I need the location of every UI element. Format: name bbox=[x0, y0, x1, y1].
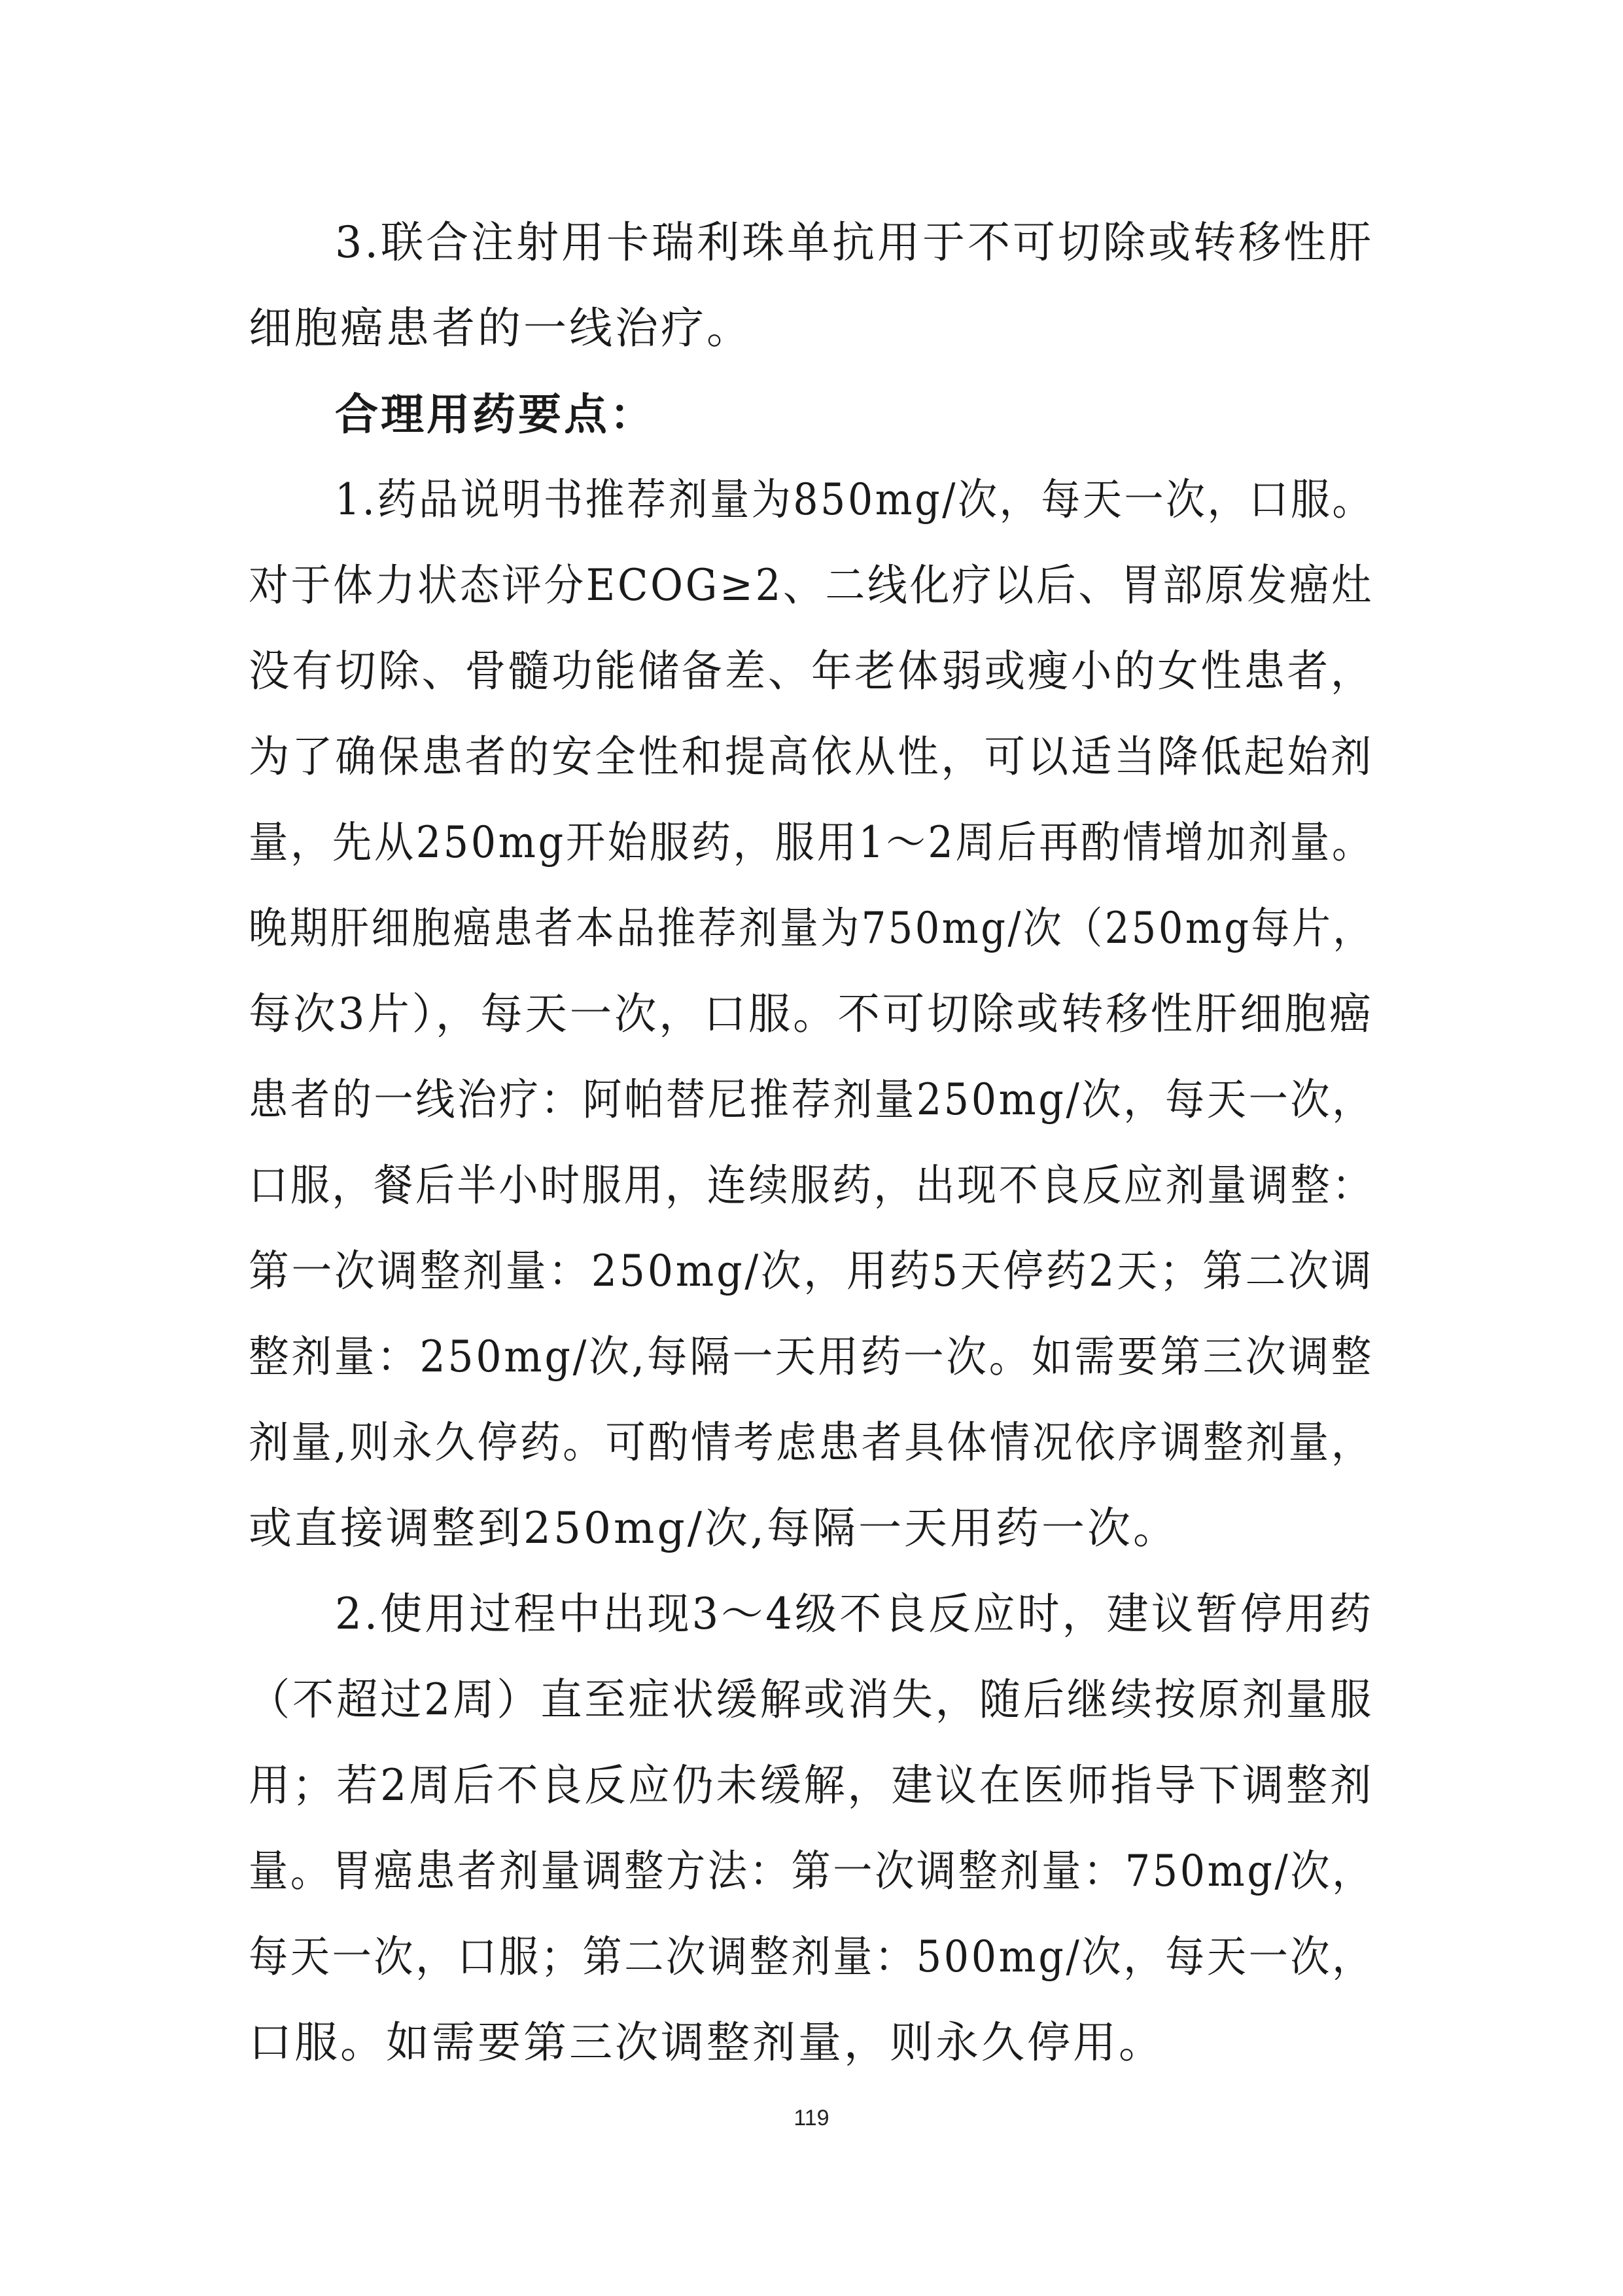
page-number: 119 bbox=[794, 2106, 829, 2130]
text-line: 用；若2周后不良反应仍未缓解，建议在医师指导下调整剂 bbox=[249, 1760, 1374, 1810]
text-line: 口服。如需要第三次调整剂量，则永久停用。 bbox=[249, 2017, 1164, 2068]
text-line: 口服，餐后半小时服用，连续服药，出现不良反应剂量调整： bbox=[249, 1160, 1374, 1210]
text-line: （不超过2周）直至症状缓解或消失，随后继续按原剂量服 bbox=[249, 1674, 1374, 1725]
text-line: 2.使用过程中出现3～4级不良反应时，建议暂停用药 bbox=[335, 1589, 1374, 1639]
text-line: 没有切除、骨髓功能储备差、年老体弱或瘦小的女性患者， bbox=[249, 646, 1374, 696]
text-line: 每天一次，口服；第二次调整剂量：500mg/次，每天一次， bbox=[249, 1932, 1374, 1982]
text-line: 晚期肝细胞癌患者本品推荐剂量为750mg/次（250mg每片， bbox=[249, 903, 1374, 953]
text-line: 对于体力状态评分ECOG≥2、二线化疗以后、胃部原发癌灶 bbox=[249, 560, 1374, 610]
text-line: 整剂量：250mg/次,每隔一天用药一次。如需要第三次调整 bbox=[249, 1332, 1374, 1382]
text-line: 剂量,则永久停药。可酌情考虑患者具体情况依序调整剂量， bbox=[249, 1417, 1374, 1468]
text-line: 1.药品说明书推荐剂量为850mg/次，每天一次，口服。 bbox=[335, 474, 1374, 525]
text-line: 患者的一线治疗：阿帕替尼推荐剂量250mg/次，每天一次， bbox=[249, 1074, 1374, 1125]
text-line: 细胞癌患者的一线治疗。 bbox=[249, 303, 752, 353]
text-line: 3.联合注射用卡瑞利珠单抗用于不可切除或转移性肝 bbox=[335, 217, 1374, 268]
text-line: 量。胃癌患者剂量调整方法：第一次调整剂量：750mg/次， bbox=[249, 1846, 1374, 1896]
text-line: 量，先从250mg开始服药，服用1～2周后再酌情增加剂量。 bbox=[249, 817, 1374, 868]
text-line: 每次3片），每天一次，口服。不可切除或转移性肝细胞癌 bbox=[249, 989, 1374, 1039]
section-heading: 合理用药要点： bbox=[335, 389, 655, 440]
text-line: 第一次调整剂量：250mg/次，用药5天停药2天；第二次调 bbox=[249, 1246, 1374, 1296]
text-line: 为了确保患者的安全性和提高依从性，可以适当降低起始剂 bbox=[249, 732, 1374, 782]
text-line: 或直接调整到250mg/次,每隔一天用药一次。 bbox=[249, 1503, 1179, 1553]
